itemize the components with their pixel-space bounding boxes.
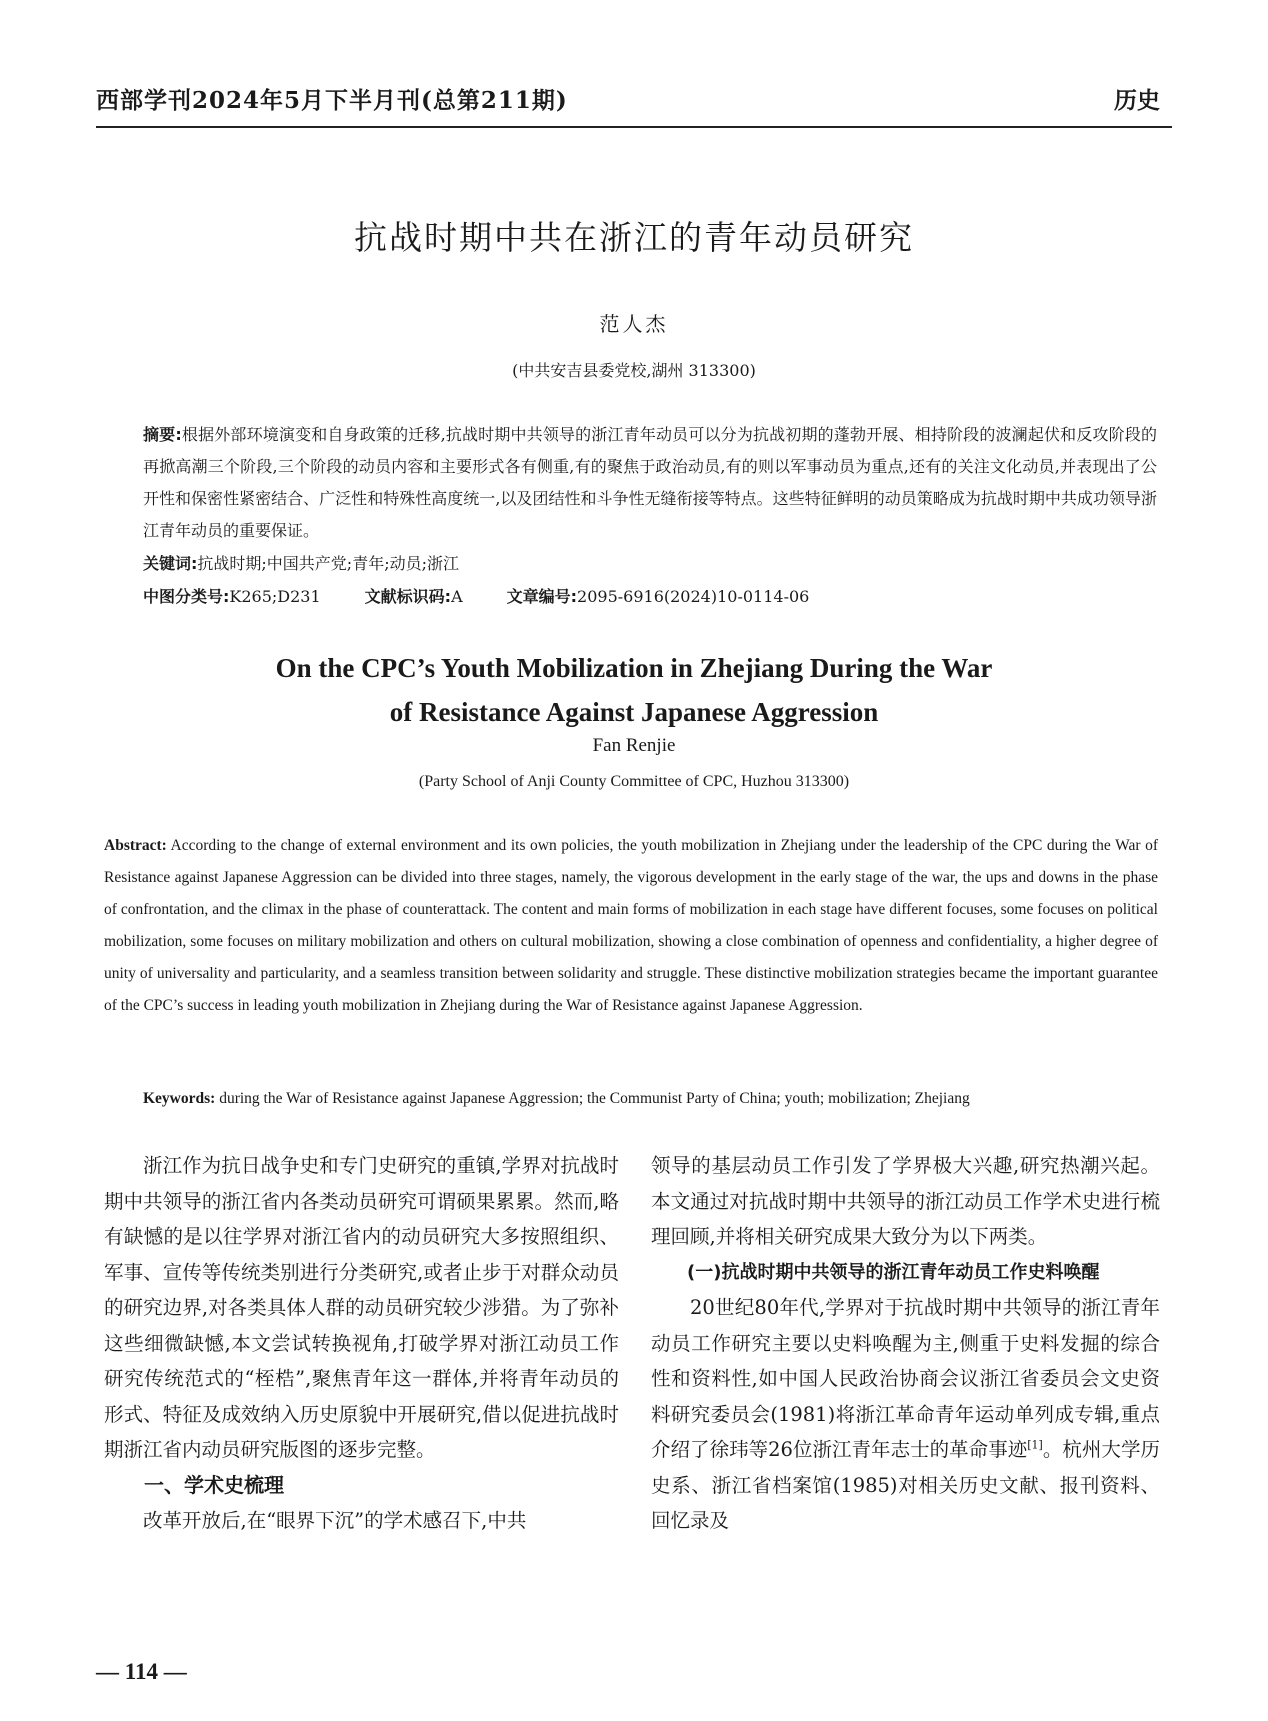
keywords-zh-text: 抗战时期;中国共产党;青年;动员;浙江 [197, 554, 459, 573]
body-paragraph: 浙江作为抗日战争史和专门史研究的重镇,学界对抗战时期中共领导的浙江省内各类动员研究可谓硕果累累。然而,略有缺憾的是以往学界对浙江省内的动员研究大多按照组织、军事、宣传等传统类别进行分类研究,或者止步于对群众动员的研究边界,对各类具体人群的动员研究较少涉猎。为了弥补这些细微缺憾,本文尝试转换视角,打破学界对浙江动员工作研究传统范式的“桎梏”,聚焦青年这一群体,并将青年动员的形式、特征及成效纳入历史原貌中开展研究,借以促进抗战时期浙江省内动员研究版图的逐步完整。 [104, 1154, 619, 1461]
abstract-en-text: According to the change of external environment and its own policies, the youth mobilization in Zhejiang under the leadership of the CPC during the War of Resistance against Japanese Aggression can be divided into three stages, namely, the vigorous development in the early stage of the war, the ups and downs in the phase of confrontation, and the climax in the phase of counterattack. The content and main forms of mobilization in each stage have different focuses, some focuses on political mobilization, some focuses on military mobilization and others on cultural mobilization, showing a close combination of openness and confidentiality, a higher degree of unity of universality and particularity, and a seamless transition between solidarity and struggle. These distinctive mobilization strategies became the important guarantee of the CPC’s success in leading youth mobilization in Zhejiang during the War of Resistance against Japanese Aggression. [104, 837, 1158, 1014]
article-no-label: 文章编号: [506, 587, 578, 606]
page-number: — 114 — [96, 1659, 187, 1684]
author-zh: 范人杰 [599, 312, 669, 336]
body-paragraph: 改革开放后,在“眼界下沉”的学术感召下,中共 [143, 1509, 527, 1532]
body-paragraph [651, 1290, 1160, 1539]
affiliation-zh: (中共安吉县委党校,湖州 313300) [512, 361, 756, 380]
affiliation-en: (Party School of Anji County Committee of CPC, Huzhou 313300) [418, 773, 850, 790]
body-paragraph: 领导的基层动员工作引发了学界极大兴趣,研究热潮兴起。本文通过对抗战时期中共领导的浙江动员工作学术史进行梳理回顾,并将相关研究成果大致分为以下两类。 [651, 1154, 1160, 1248]
keywords-en-text: during the War of Resistance against Japanese Aggression; the Communist Party of China; youth; mobilization; Zhejiang [219, 1090, 970, 1107]
section-heading: 一、学术史梳理 [144, 1472, 284, 1497]
article-no-value: 2095-6916(2024)10-0114-06 [577, 587, 810, 606]
citation-marker: [1] [1027, 1438, 1043, 1452]
abstract-zh-text: 根据外部环境演变和自身政策的迁移,抗战时期中共领导的浙江青年动员可以分为抗战初期的蓬勃开展、相持阶段的波澜起伏和反攻阶段的再掀高潮三个阶段,三个阶段的动员内容和主要形式各有侧重,有的聚焦于政治动员,有的则以军事动员为重点,还有的关注文化动员,并表现出了公开性和保密性紧密结合、广泛性和特殊性高度统一,以及团结性和斗争性无缝衔接等特点。这些特征鲜明的动员策略成为抗战时期中共成功领导浙江青年动员的重要保证。 [143, 425, 1157, 540]
title-en-line1: On the CPC’s Youth Mobilization in Zhejiang During the War [275, 653, 993, 683]
abstract-en [104, 830, 1158, 1022]
classification-line [143, 584, 809, 607]
clc-label: 中图分类号: [143, 587, 230, 606]
body-column-right [651, 1148, 1160, 1539]
keywords-en [143, 1090, 970, 1108]
clc-value: K265;D231 [229, 587, 321, 606]
section-label: 历史 [1114, 88, 1160, 114]
body-text: 。杭州大学历史系、浙江省档案馆(1985)对相关历史文献、报刊资料、回忆录及 [651, 1438, 1160, 1532]
subsection-heading: (一)抗战时期中共领导的浙江青年动员工作史料唤醒 [687, 1261, 1100, 1283]
doc-code-value: A [451, 587, 463, 606]
author-en: Fan Renjie [592, 735, 676, 756]
keywords-en-label: Keywords: [143, 1090, 216, 1107]
header-rule [96, 126, 1172, 128]
abstract-zh [143, 419, 1157, 547]
keywords-zh [143, 551, 459, 574]
journal-header: 西部学刊2024年5月下半月刊(总第211期) [96, 87, 568, 114]
abstract-en-label: Abstract: [104, 837, 167, 854]
doc-code-label: 文献标识码: [364, 587, 452, 606]
body-text: 20世纪80年代,学界对于抗战时期中共领导的浙江青年动员工作研究主要以史料唤醒为主,侧重于史料发掘的综合性和资料性,如中国人民政治协商会议浙江省委员会文史资料研究委员会(1981)将浙江革命青年运动单列成专辑,重点介绍了徐玮等26位浙江青年志士的革命事迹 [651, 1296, 1160, 1461]
paper-title-en [0, 646, 1268, 734]
paper-title-zh: 抗战时期中共在浙江的青年动员研究 [354, 218, 914, 257]
abstract-zh-label: 摘要: [143, 425, 182, 444]
body-column-left [104, 1148, 619, 1539]
keywords-zh-label: 关键词: [143, 554, 198, 573]
title-en-line2: of Resistance Against Japanese Aggression [389, 697, 879, 727]
